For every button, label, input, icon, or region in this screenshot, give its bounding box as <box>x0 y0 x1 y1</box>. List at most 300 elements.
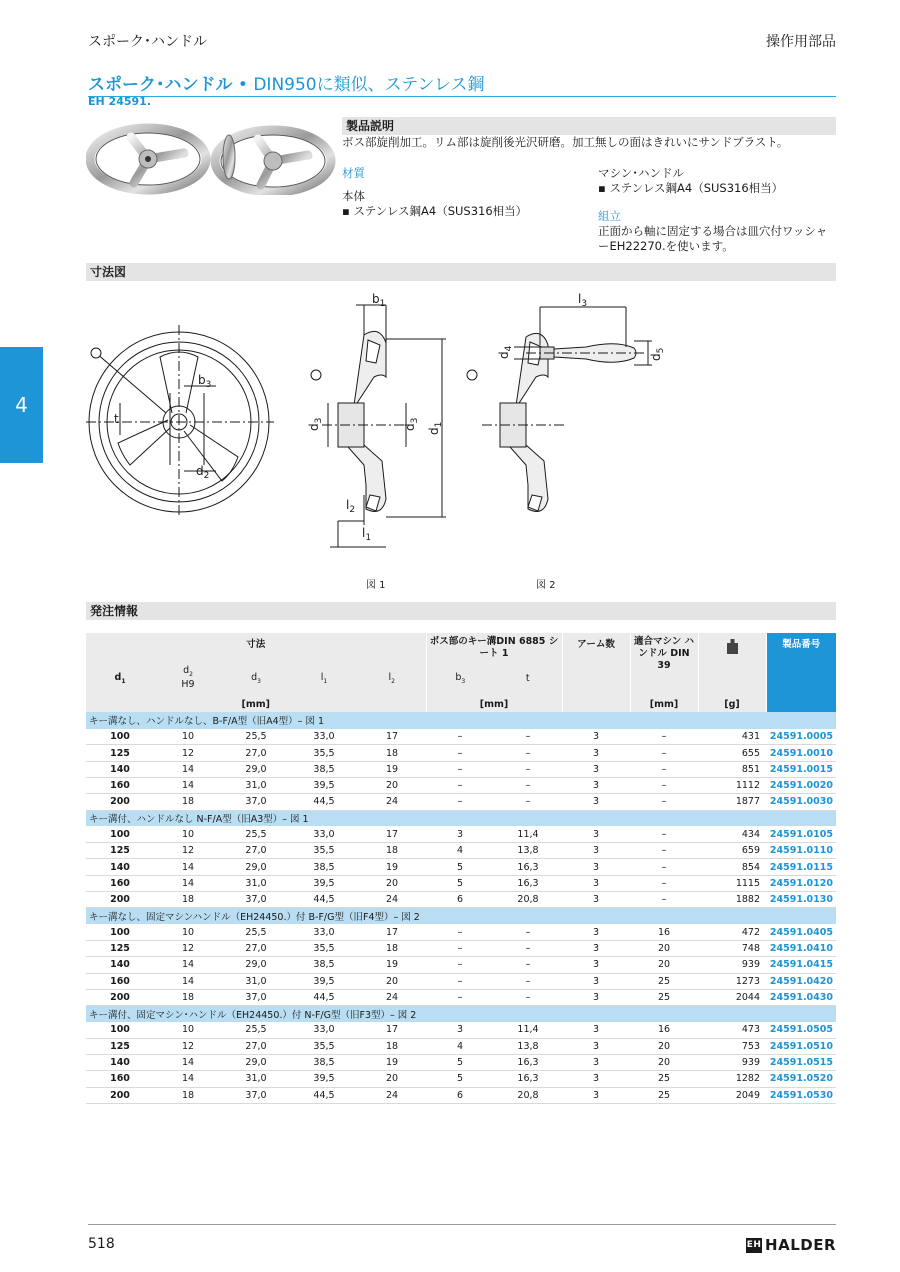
label-d1: $d_1$ <box>427 421 444 435</box>
group-title: キー溝なし、固定マシンハンドル（EH24450.）付 B-F/G型（旧F4型）– 図 2 <box>86 908 836 924</box>
table-cell: 37,0 <box>222 1087 290 1103</box>
table-cell: 17 <box>358 1022 426 1038</box>
part-number-link[interactable]: 24591.0430 <box>766 989 836 1005</box>
table-cell: 35,5 <box>290 843 358 859</box>
table-cell: 939 <box>698 957 766 973</box>
table-cell: 5 <box>426 875 494 891</box>
table-row <box>86 989 836 1005</box>
label-d3-right: $d_3$ <box>403 417 420 431</box>
table-cell: 38,5 <box>290 761 358 777</box>
label-t: t <box>114 412 119 426</box>
table-cell: 16,3 <box>494 1055 562 1071</box>
table-cell: 1115 <box>698 875 766 891</box>
table-row <box>86 761 836 777</box>
part-number-link[interactable]: 24591.0005 <box>766 729 836 745</box>
part-number-link[interactable]: 24591.0505 <box>766 1022 836 1038</box>
table-cell: 160 <box>86 973 154 989</box>
title-main: スポーク･ハンドル <box>88 75 233 95</box>
table-cell: 33,0 <box>290 826 358 842</box>
table-row <box>86 892 836 908</box>
col-b3: $b_3$ <box>426 660 494 696</box>
table-cell: 12 <box>154 1038 222 1054</box>
table-cell: 6 <box>426 892 494 908</box>
table-cell: 3 <box>426 826 494 842</box>
table-cell: 3 <box>562 729 630 745</box>
table-cell: 37,0 <box>222 892 290 908</box>
table-cell: – <box>630 745 698 761</box>
table-row <box>86 794 836 810</box>
table-cell: 16 <box>630 1022 698 1038</box>
table-cell: 3 <box>562 973 630 989</box>
table-cell: 19 <box>358 1055 426 1071</box>
part-number-link[interactable]: 24591.0020 <box>766 777 836 793</box>
table-cell: 27,0 <box>222 843 290 859</box>
table-cell: 31,0 <box>222 777 290 793</box>
table-cell: 29,0 <box>222 761 290 777</box>
table-cell: 3 <box>562 924 630 940</box>
surface-finish-icon <box>91 348 101 358</box>
table-row <box>86 1087 836 1103</box>
table-group-header <box>86 1006 836 1022</box>
unit-keyway: [mm] <box>426 696 562 712</box>
table-cell: 24 <box>358 892 426 908</box>
table-cell: 20 <box>630 1038 698 1054</box>
table-cell: – <box>494 745 562 761</box>
table-cell: 200 <box>86 794 154 810</box>
part-number-link[interactable]: 24591.0015 <box>766 761 836 777</box>
table-cell: – <box>426 989 494 1005</box>
part-number-link[interactable]: 24591.0120 <box>766 875 836 891</box>
figure-1-label: 図 1 <box>366 580 386 591</box>
chapter-tab[interactable]: 4 <box>0 347 43 463</box>
table-cell: 3 <box>562 745 630 761</box>
table-cell: 24 <box>358 989 426 1005</box>
table-cell: 125 <box>86 843 154 859</box>
table-cell: 20,8 <box>494 1087 562 1103</box>
page-title <box>88 70 836 97</box>
table-cell: – <box>426 729 494 745</box>
surface-finish-icon-2 <box>311 370 321 380</box>
handwheel-photo-1 <box>90 128 206 190</box>
label-d2: $d_2$ <box>196 464 210 481</box>
unit-weight: [g] <box>698 696 766 712</box>
table-cell: 39,5 <box>290 777 358 793</box>
label-l2: $l_2$ <box>346 498 356 515</box>
table-cell: 20 <box>358 973 426 989</box>
table-cell: 44,5 <box>290 1087 358 1103</box>
table-cell: 18 <box>154 794 222 810</box>
table-row <box>86 1055 836 1071</box>
table-cell: – <box>630 843 698 859</box>
table-cell: 39,5 <box>290 1071 358 1087</box>
table-cell: 854 <box>698 859 766 875</box>
table-cell: 14 <box>154 761 222 777</box>
label-l3: $l_3$ <box>578 292 588 309</box>
table-cell: 10 <box>154 826 222 842</box>
table-cell: 35,5 <box>290 745 358 761</box>
logo-text: HALDER <box>765 1236 836 1254</box>
table-cell: 33,0 <box>290 924 358 940</box>
label-b3: $b_3$ <box>198 373 212 390</box>
title-bullet: • <box>232 75 254 95</box>
description-text: ボス部旋削加工。リム部は旋削後光沢研磨。加工無しの面はきれいにサンドブラスト。 <box>342 135 789 149</box>
table-cell: 100 <box>86 729 154 745</box>
table-cell: 31,0 <box>222 1071 290 1087</box>
table-cell: – <box>426 957 494 973</box>
table-cell: 14 <box>154 957 222 973</box>
part-number-link[interactable]: 24591.0405 <box>766 924 836 940</box>
part-number-link[interactable]: 24591.0415 <box>766 957 836 973</box>
part-number-link[interactable]: 24591.0010 <box>766 745 836 761</box>
table-cell: 12 <box>154 745 222 761</box>
col-l1: $l_1$ <box>290 660 358 696</box>
table-cell: 3 <box>562 1038 630 1054</box>
table-cell: 29,0 <box>222 957 290 973</box>
dimension-drawing <box>86 285 686 595</box>
table-row <box>86 826 836 842</box>
table-cell: 140 <box>86 957 154 973</box>
table-cell: 200 <box>86 892 154 908</box>
table-row <box>86 973 836 989</box>
table-cell: 3 <box>426 1022 494 1038</box>
table-cell: 27,0 <box>222 1038 290 1054</box>
table-cell: 200 <box>86 989 154 1005</box>
table-cell: – <box>630 777 698 793</box>
table-cell: 10 <box>154 1022 222 1038</box>
table-cell: 24 <box>358 1087 426 1103</box>
table-cell: 38,5 <box>290 957 358 973</box>
table-cell: 3 <box>562 940 630 956</box>
table-cell: – <box>494 729 562 745</box>
table-cell: 37,0 <box>222 989 290 1005</box>
table-cell: 17 <box>358 729 426 745</box>
table-cell: 11,4 <box>494 1022 562 1038</box>
handwheel-photo-2 <box>215 130 331 192</box>
table-cell: 12 <box>154 843 222 859</box>
table-cell: 35,5 <box>290 940 358 956</box>
table-row <box>86 843 836 859</box>
table-cell: 3 <box>562 957 630 973</box>
table-cell: 16 <box>630 924 698 940</box>
table-cell: 14 <box>154 973 222 989</box>
figure-2-label: 図 2 <box>536 580 556 591</box>
material-heading: 材質 <box>342 166 365 180</box>
label-d3: $d_3$ <box>307 417 324 431</box>
table-cell: 2049 <box>698 1087 766 1103</box>
col-l2: $l_2$ <box>358 660 426 696</box>
body-heading: 本体 <box>342 189 365 203</box>
table-cell: 3 <box>562 892 630 908</box>
table-cell: 17 <box>358 924 426 940</box>
table-row <box>86 745 836 761</box>
table-cell: 29,0 <box>222 859 290 875</box>
table-cell: 13,8 <box>494 1038 562 1054</box>
table-cell: 16,3 <box>494 1071 562 1087</box>
table-row <box>86 1071 836 1087</box>
order-table <box>86 633 836 1104</box>
table-cell: 2044 <box>698 989 766 1005</box>
table-row <box>86 957 836 973</box>
table-cell: 100 <box>86 826 154 842</box>
table-cell: 473 <box>698 1022 766 1038</box>
table-cell: 4 <box>426 843 494 859</box>
table-cell: 38,5 <box>290 1055 358 1071</box>
table-cell: – <box>494 973 562 989</box>
table-cell: 25 <box>630 973 698 989</box>
table-cell: 18 <box>154 1087 222 1103</box>
assembly-heading: 組立 <box>598 209 621 223</box>
table-row <box>86 1022 836 1038</box>
table-cell: 14 <box>154 777 222 793</box>
table-cell: 17 <box>358 826 426 842</box>
table-cell: 1273 <box>698 973 766 989</box>
table-cell: 140 <box>86 859 154 875</box>
table-cell: 4 <box>426 1038 494 1054</box>
table-group-header <box>86 908 836 924</box>
unit-dimensions: [mm] <box>86 696 426 712</box>
table-cell: – <box>426 745 494 761</box>
header-arms: アーム数 <box>562 633 630 696</box>
part-number-link[interactable]: 24591.0530 <box>766 1087 836 1103</box>
table-cell: – <box>426 777 494 793</box>
table-cell: 14 <box>154 875 222 891</box>
table-cell: 18 <box>154 892 222 908</box>
table-cell: 18 <box>358 843 426 859</box>
part-number-link[interactable]: 24591.0410 <box>766 940 836 956</box>
table-row <box>86 924 836 940</box>
machine-handle-material: ▪ ステンレス鋼A4（SUS316相当） <box>598 181 784 195</box>
col-t: t <box>494 660 562 696</box>
table-cell: 5 <box>426 859 494 875</box>
group-title: キー溝付、ハンドルなし N-F/A型（旧A3型）– 図 1 <box>86 810 836 826</box>
order-heading: 発注情報 <box>86 602 836 620</box>
table-cell: 6 <box>426 1087 494 1103</box>
product-code: EH 24591. <box>88 95 151 108</box>
header-machine-handle: 適合マシン ハンドル DIN 39 <box>630 633 698 696</box>
table-cell: 20,8 <box>494 892 562 908</box>
table-cell: 14 <box>154 1055 222 1071</box>
table-cell: – <box>494 940 562 956</box>
table-cell: 19 <box>358 859 426 875</box>
table-cell: – <box>494 777 562 793</box>
table-cell: 25,5 <box>222 729 290 745</box>
table-cell: – <box>426 761 494 777</box>
table-cell: 431 <box>698 729 766 745</box>
table-cell: 33,0 <box>290 729 358 745</box>
table-cell: – <box>494 761 562 777</box>
table-cell: 3 <box>562 1071 630 1087</box>
table-cell: – <box>494 989 562 1005</box>
table-cell: 18 <box>358 1038 426 1054</box>
table-cell: 39,5 <box>290 875 358 891</box>
table-cell: 1877 <box>698 794 766 810</box>
table-cell: – <box>630 875 698 891</box>
label-b1: $b_1$ <box>372 292 386 309</box>
header-weight <box>698 633 766 696</box>
side-view-1 <box>322 305 446 547</box>
table-cell: 44,5 <box>290 892 358 908</box>
table-cell: 38,5 <box>290 859 358 875</box>
table-cell: – <box>630 892 698 908</box>
part-number-link[interactable]: 24591.0130 <box>766 892 836 908</box>
part-number-link[interactable]: 24591.0520 <box>766 1071 836 1087</box>
table-cell: 3 <box>562 1087 630 1103</box>
unit-machine: [mm] <box>630 696 698 712</box>
table-cell: 3 <box>562 875 630 891</box>
surface-finish-icon-3 <box>467 370 477 380</box>
table-cell: 20 <box>630 940 698 956</box>
table-cell: 24 <box>358 794 426 810</box>
table-cell: 27,0 <box>222 940 290 956</box>
header-keyway: ボス部のキー溝DIN 6885 シート 1 <box>426 633 562 660</box>
table-group-header <box>86 810 836 826</box>
table-cell: 748 <box>698 940 766 956</box>
table-cell: 12 <box>154 940 222 956</box>
table-row <box>86 729 836 745</box>
table-cell: 27,0 <box>222 745 290 761</box>
label-l1: $l_1$ <box>362 526 372 543</box>
col-d3: $d_3$ <box>222 660 290 696</box>
machine-handle-heading: マシン･ハンドル <box>598 166 684 180</box>
part-number-link[interactable]: 24591.0115 <box>766 859 836 875</box>
table-cell: 25 <box>630 989 698 1005</box>
table-cell: – <box>494 794 562 810</box>
table-cell: 19 <box>358 761 426 777</box>
table-cell: – <box>630 761 698 777</box>
table-cell: 16,3 <box>494 875 562 891</box>
table-cell: 3 <box>562 843 630 859</box>
table-cell: 655 <box>698 745 766 761</box>
table-cell: 1882 <box>698 892 766 908</box>
table-cell: 20 <box>358 777 426 793</box>
table-cell: 3 <box>562 859 630 875</box>
table-cell: 25 <box>630 1087 698 1103</box>
table-cell: 472 <box>698 924 766 940</box>
header-dimensions: 寸法 <box>86 633 426 660</box>
table-cell: 3 <box>562 761 630 777</box>
table-cell: 3 <box>562 1022 630 1038</box>
table-cell: 140 <box>86 1055 154 1071</box>
label-d5: $d_5$ <box>649 347 666 361</box>
table-cell: – <box>426 940 494 956</box>
col-d1: $d_1$ <box>86 660 154 696</box>
table-cell: 140 <box>86 761 154 777</box>
table-cell: 939 <box>698 1055 766 1071</box>
weight-icon <box>727 639 738 654</box>
table-cell: 19 <box>358 957 426 973</box>
table-cell: 14 <box>154 859 222 875</box>
table-cell: 25,5 <box>222 1022 290 1038</box>
table-cell: 18 <box>358 940 426 956</box>
header-part-number: 製品番号 <box>766 633 836 712</box>
table-cell: 18 <box>154 989 222 1005</box>
table-cell: – <box>426 924 494 940</box>
table-cell: 200 <box>86 1087 154 1103</box>
table-cell: 160 <box>86 777 154 793</box>
part-number-link[interactable]: 24591.0105 <box>766 826 836 842</box>
table-cell: 1112 <box>698 777 766 793</box>
page-number: 518 <box>88 1236 115 1252</box>
col-d2: $d_2$ H9 <box>154 660 222 696</box>
table-row <box>86 875 836 891</box>
table-cell: 3 <box>562 826 630 842</box>
dimension-heading: 寸法図 <box>86 263 836 281</box>
table-cell: 29,0 <box>222 1055 290 1071</box>
table-cell: 5 <box>426 1055 494 1071</box>
table-cell: 659 <box>698 843 766 859</box>
table-cell: 39,5 <box>290 973 358 989</box>
logo-mark: EH <box>746 1238 762 1253</box>
part-number-link[interactable]: 24591.0030 <box>766 794 836 810</box>
table-cell: 20 <box>630 957 698 973</box>
table-cell: 125 <box>86 940 154 956</box>
table-cell: – <box>630 729 698 745</box>
table-cell: 160 <box>86 1071 154 1087</box>
table-cell: 35,5 <box>290 1038 358 1054</box>
part-number-link[interactable]: 24591.0515 <box>766 1055 836 1071</box>
assembly-text: 正面から軸に固定する場合は皿穴付ワッシャーEH22270.を使います。 <box>598 224 828 253</box>
table-cell: 3 <box>562 777 630 793</box>
table-cell: 10 <box>154 729 222 745</box>
table-cell: 1282 <box>698 1071 766 1087</box>
part-number-link[interactable]: 24591.0110 <box>766 843 836 859</box>
table-cell: 20 <box>358 875 426 891</box>
table-cell: – <box>630 859 698 875</box>
header-category: スポーク･ハンドル <box>88 34 207 50</box>
table-cell: 20 <box>358 1071 426 1087</box>
table-cell: 753 <box>698 1038 766 1054</box>
table-cell: 16,3 <box>494 859 562 875</box>
brand-logo <box>746 1236 836 1254</box>
table-cell: 100 <box>86 1022 154 1038</box>
table-cell: – <box>494 957 562 973</box>
table-cell: 851 <box>698 761 766 777</box>
table-cell: 3 <box>562 794 630 810</box>
table-cell: – <box>630 794 698 810</box>
table-cell: 13,8 <box>494 843 562 859</box>
table-row <box>86 1038 836 1054</box>
table-cell: 434 <box>698 826 766 842</box>
part-number-link[interactable]: 24591.0420 <box>766 973 836 989</box>
header-section: 操作用部品 <box>766 34 836 50</box>
table-cell: 125 <box>86 1038 154 1054</box>
part-number-link[interactable]: 24591.0510 <box>766 1038 836 1054</box>
footer-divider <box>88 1224 836 1225</box>
table-cell: 10 <box>154 924 222 940</box>
table-cell: 160 <box>86 875 154 891</box>
group-title: キー溝なし、ハンドルなし、B-F/A型（旧A4型）– 図 1 <box>86 712 836 728</box>
table-cell: 25,5 <box>222 826 290 842</box>
table-cell: – <box>426 973 494 989</box>
table-cell: 100 <box>86 924 154 940</box>
table-cell: 3 <box>562 989 630 1005</box>
table-cell: – <box>630 826 698 842</box>
table-cell: 31,0 <box>222 875 290 891</box>
table-cell: 31,0 <box>222 973 290 989</box>
table-cell: 125 <box>86 745 154 761</box>
table-cell: 25,5 <box>222 924 290 940</box>
table-cell: 20 <box>630 1055 698 1071</box>
table-cell: 3 <box>562 1055 630 1071</box>
title-rest: DIN950に類似、ステンレス鋼 <box>253 75 485 95</box>
label-d4: $d_4$ <box>497 345 514 359</box>
table-cell: – <box>494 924 562 940</box>
description-heading: 製品説明 <box>342 117 836 135</box>
side-view-2 <box>482 307 652 511</box>
table-row <box>86 777 836 793</box>
table-cell: 33,0 <box>290 1022 358 1038</box>
table-cell: 11,4 <box>494 826 562 842</box>
